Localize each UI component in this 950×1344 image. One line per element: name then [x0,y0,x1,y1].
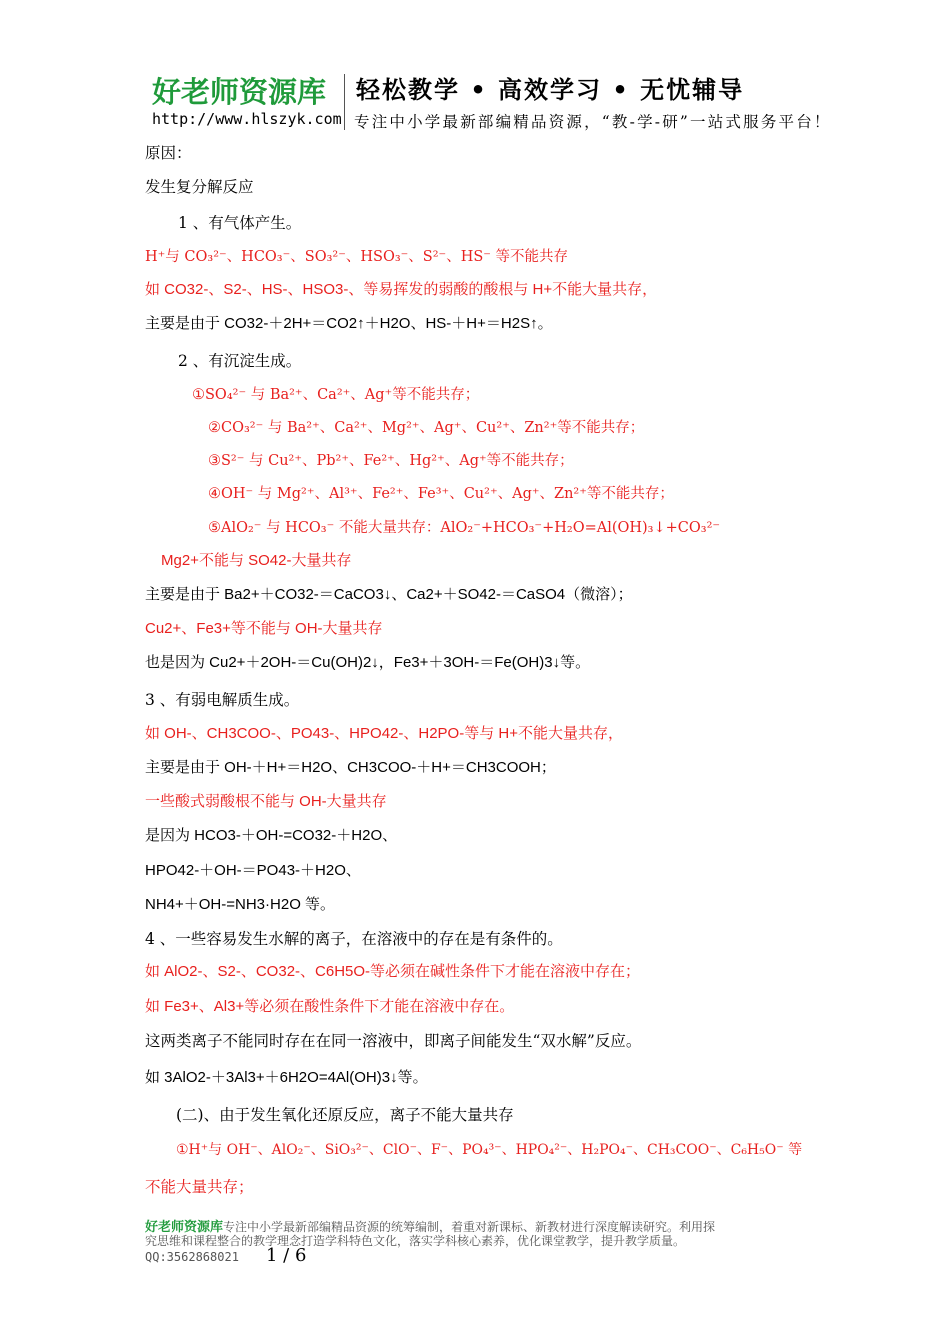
heading-precipitate: 2 、有沉淀生成。 [178,352,302,370]
line-neutralization: 主要是由于 OH-＋H+＝H2O、CH3COO-＋H+＝CH3COOH； [145,759,556,776]
line-hpo4-equation: HPO42-＋OH-＝PO43-＋H2O、 [145,862,361,879]
line-double-decomposition: 发生复分解反应 [145,178,254,196]
line-volatile-acids: 如 CO32-、S2-、HS-、HSO3-、等易挥发的弱酸的酸根与 H+不能大量共存， [145,281,658,298]
heading-gas: 1 、有气体产生。 [178,214,302,232]
line-hco3-equation: 是因为 HCO3-＋OH-=CO32-＋H2O、 [145,827,398,844]
line-co3: ②CO₃²⁻ 与 Ba²⁺、Ca²⁺、Mg²⁺、Ag⁺、Cu²⁺、Zn²⁺等不能共存； [208,420,645,436]
line-cannot-coexist: 不能大量共存； [145,1178,254,1196]
heading-hydrolysis: 4 、一些容易发生水解的离子，在溶液中的存在是有条件的。 [145,930,563,948]
line-h-anions: ①H⁺与 OH⁻、AlO₂⁻、SiO₃²⁻、ClO⁻、F⁻、PO₄³⁻、HPO₄²⁻、H₂PO₄⁻、CH₃COO⁻、C₆H₅O⁻ 等 [176,1142,803,1158]
line-mg-so4: Mg2+不能与 SO42-大量共存 [161,552,352,569]
footer-desc-2: 究思维和课程整合的教学理念打造学科特色文化，落实学科核心素养，优化课堂教学，提升教学质量。 [145,1234,686,1248]
site-url[interactable]: http://www.hlszyk.com [152,110,342,128]
line-h-ions: H⁺与 CO₃²⁻、HCO₃⁻、SO₃²⁻、HSO₃⁻、S²⁻、HS⁻ 等不能共存 [145,249,569,265]
line-ba-ca-equations: 主要是由于 Ba2+＋CO32-＝CaCO3↓、Ca2+＋SO42-＝CaSO4（微溶）； [145,586,633,603]
line-gas-equations: 主要是由于 CO32-＋2H+＝CO2↑＋H2O、HS-＋H+＝H2S↑。 [145,315,553,332]
line-oh: ④OH⁻ 与 Mg²⁺、Al³⁺、Fe²⁺、Fe³⁺、Cu²⁺、Ag⁺、Zn²⁺等不能共存； [208,486,674,502]
line-al-equation: 如 3AlO2-＋3Al3+＋6H2O=4Al(OH)3↓等。 [145,1069,428,1086]
line-cu-fe-oh: Cu2+、Fe3+等不能与 OH-大量共存 [145,620,383,637]
footer-qq: QQ:3562868021 [145,1250,239,1264]
line-acid-salts: 一些酸式弱酸根不能与 OH-大量共存 [145,793,387,810]
header-divider [344,74,345,130]
line-nh4-equation: NH4+＋OH-=NH3·H2O 等。 [145,896,336,913]
line-so4: ①SO₄²⁻ 与 Ba²⁺、Ca²⁺、Ag⁺等不能共存； [192,387,480,403]
line-weak-acid-anions: 如 OH-、CH3COO-、PO43-、HPO42-、H2PO-等与 H+不能大量共存， [145,725,623,742]
heading-weak-electrolyte: 3 、有弱电解质生成。 [145,691,300,709]
line-alo2: ⑤AlO₂⁻ 与 HCO₃⁻ 不能大量共存：AlO₂⁻+HCO₃⁻+H₂O=Al(OH)₃↓+CO₃²⁻ [208,520,721,536]
line-acidic-conditions: 如 Fe3+、Al3+等必须在酸性条件下才能在溶液中存在。 [145,998,515,1015]
site-brand: 好老师资源库 [152,75,327,109]
line-double-hydrolysis: 这两类离子不能同时存在在同一溶液中，即离子间能发生“双水解”反应。 [145,1032,642,1050]
heading-redox: (二)、由于发生氧化还原反应，离子不能大量共存 [176,1106,514,1124]
page-number: 1 / 6 [266,1245,307,1266]
header-slogan: 轻松教学 • 高效学习 • 无忧辅导 [356,76,745,104]
line-basic-conditions: 如 AlO2-、S2-、CO32-、C6H5O-等必须在碱性条件下才能在溶液中存在； [145,963,641,980]
footer-desc-1: 专注中小学最新部编精品资源的统筹编制，着重对新课标、新教材进行深度解读研究。利用探 [223,1220,716,1234]
line-hydroxide-equations: 也是因为 Cu2+＋2OH-＝Cu(OH)2↓，Fe3+＋3OH-＝Fe(OH)3↓等。 [145,654,591,671]
footer-brand: 好老师资源库 [145,1220,224,1235]
line-reason: 原因： [145,144,192,162]
header-subtitle: 专注中小学最新部编精品资源，“教-学-研”一站式服务平台！ [354,113,832,131]
line-s2: ③S²⁻ 与 Cu²⁺、Pb²⁺、Fe²⁺、Hg²⁺、Ag⁺等不能共存； [208,453,574,469]
